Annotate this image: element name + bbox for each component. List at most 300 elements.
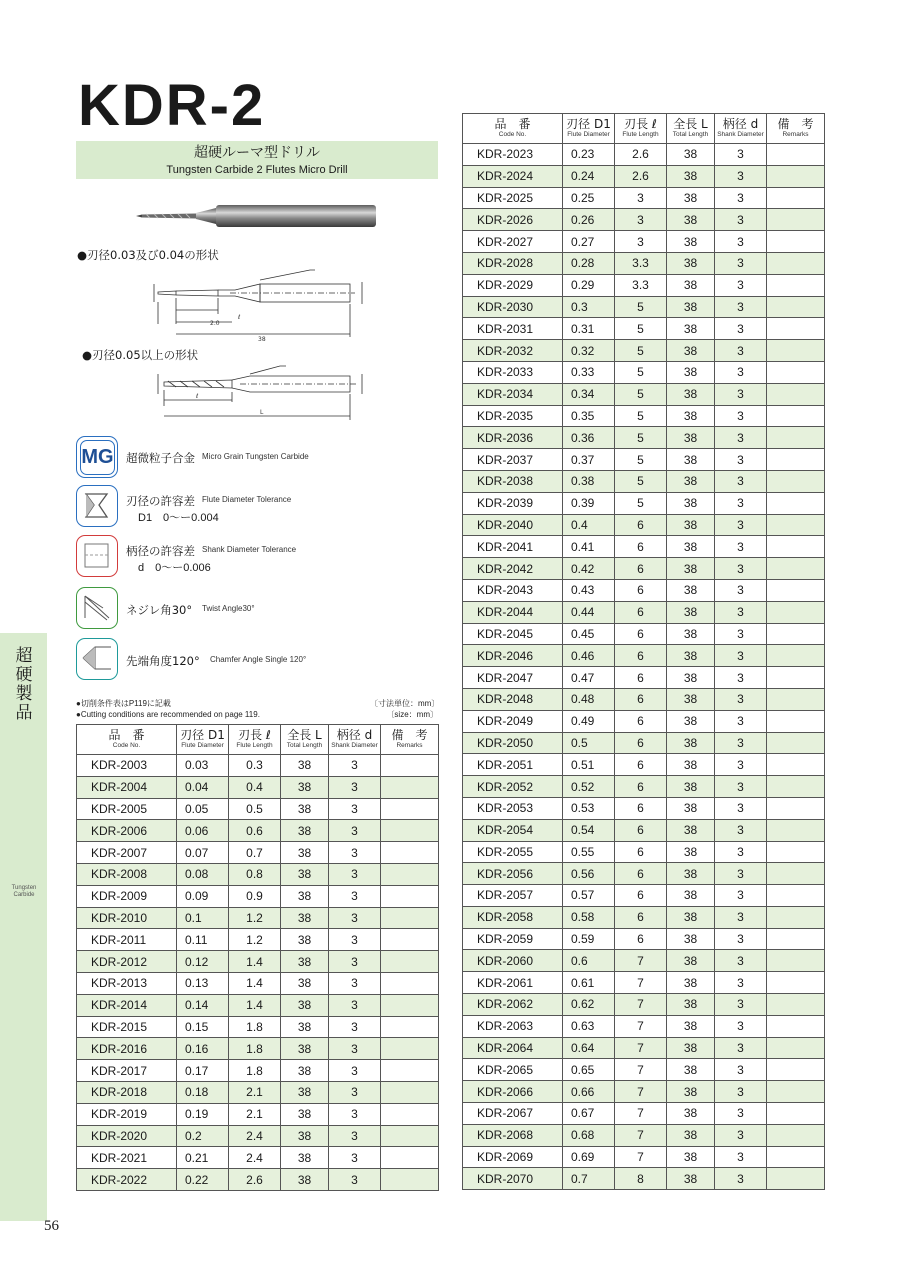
code-no-cell: KDR-2053 <box>463 797 563 819</box>
column-header-en: Flute Diameter <box>567 131 610 138</box>
flute-length-cell: 5 <box>615 470 667 492</box>
total-length-cell: 38 <box>667 405 715 427</box>
total-length-cell: 38 <box>667 994 715 1016</box>
shank-diameter-cell: 3 <box>715 296 767 318</box>
code-no-cell: KDR-2029 <box>463 274 563 296</box>
shank-diameter-cell: 3 <box>329 972 381 994</box>
total-length-cell: 38 <box>281 885 329 907</box>
spec-shank-en: Shank Diameter Tolerance <box>202 545 297 554</box>
remarks-cell <box>767 1037 825 1059</box>
total-length-cell: 38 <box>667 688 715 710</box>
column-header-jp: 柄径 d <box>722 117 759 131</box>
remarks-cell <box>767 1081 825 1103</box>
flute-length-cell: 7 <box>615 1059 667 1081</box>
shank-diameter-cell: 3 <box>715 361 767 383</box>
code-no-cell: KDR-2068 <box>463 1124 563 1146</box>
table-row <box>463 558 825 580</box>
total-length-cell: 38 <box>667 1059 715 1081</box>
table-row <box>77 842 439 864</box>
subtitle-jp: 超硬ルーマ型ドリル <box>194 145 320 161</box>
table-row <box>463 383 825 405</box>
flute-length-cell: 2.6 <box>229 1169 281 1191</box>
flute-diameter-cell: 0.61 <box>563 972 615 994</box>
flute-length-cell: 6 <box>615 906 667 928</box>
flute-length-cell: 6 <box>615 667 667 689</box>
code-no-cell: KDR-2015 <box>77 1016 177 1038</box>
code-no-cell: KDR-2016 <box>77 1038 177 1060</box>
total-length-cell: 38 <box>667 885 715 907</box>
shank-diameter-cell: 3 <box>329 798 381 820</box>
remarks-cell <box>381 1125 439 1147</box>
table-row <box>463 950 825 972</box>
total-length-cell: 38 <box>667 710 715 732</box>
shank-diameter-cell: 3 <box>329 755 381 777</box>
flute-diameter-cell: 0.11 <box>177 929 229 951</box>
flute-length-cell: 1.8 <box>229 1038 281 1060</box>
flute-diameter-cell: 0.43 <box>563 579 615 601</box>
table-row <box>463 340 825 362</box>
total-length-cell: 38 <box>667 492 715 514</box>
remarks-cell <box>767 906 825 928</box>
flute-length-cell: 0.5 <box>229 798 281 820</box>
code-no-cell: KDR-2044 <box>463 601 563 623</box>
flute-diameter-cell: 0.37 <box>563 449 615 471</box>
table-row <box>77 755 439 777</box>
total-length-cell: 38 <box>281 1125 329 1147</box>
table-row <box>463 1059 825 1081</box>
flute-diameter-cell: 0.27 <box>563 231 615 253</box>
shank-diameter-cell: 3 <box>715 950 767 972</box>
remarks-cell <box>767 667 825 689</box>
flute-diameter-cell: 0.6 <box>563 950 615 972</box>
flute-diameter-cell: 0.66 <box>563 1081 615 1103</box>
remarks-cell <box>767 318 825 340</box>
code-no-cell: KDR-2049 <box>463 710 563 732</box>
flute-length-cell: 6 <box>615 645 667 667</box>
table-row <box>463 427 825 449</box>
shank-diameter-cell: 3 <box>715 536 767 558</box>
remarks-cell <box>381 842 439 864</box>
total-length-cell: 38 <box>667 296 715 318</box>
column-header-jp: 刃径 D1 <box>566 117 611 131</box>
shank-diameter-cell: 3 <box>329 1169 381 1191</box>
code-no-cell: KDR-2069 <box>463 1146 563 1168</box>
table-row <box>463 449 825 471</box>
remarks-cell <box>767 579 825 601</box>
flute-length-cell: 5 <box>615 492 667 514</box>
flute-diameter-cell: 0.14 <box>177 994 229 1016</box>
flute-length-cell: 5 <box>615 405 667 427</box>
flute-diameter-cell: 0.24 <box>563 165 615 187</box>
flute-diameter-cell: 0.63 <box>563 1015 615 1037</box>
dim-2-0: 2.0 <box>210 320 220 327</box>
code-no-cell: KDR-2032 <box>463 340 563 362</box>
total-length-cell: 38 <box>667 645 715 667</box>
table-row <box>463 710 825 732</box>
shank-diameter-cell: 3 <box>715 994 767 1016</box>
page-title: KDR-2 <box>78 73 266 138</box>
code-no-cell: KDR-2018 <box>77 1081 177 1103</box>
table-row <box>463 492 825 514</box>
total-length-cell: 38 <box>667 144 715 166</box>
column-header-jp: 品 番 <box>494 117 531 131</box>
flute-diameter-cell: 0.52 <box>563 776 615 798</box>
remarks-cell <box>767 732 825 754</box>
remarks-cell <box>767 536 825 558</box>
column-header <box>229 725 281 755</box>
code-no-cell: KDR-2051 <box>463 754 563 776</box>
total-length-cell: 38 <box>667 514 715 536</box>
flute-diameter-cell: 0.7 <box>563 1168 615 1190</box>
code-no-cell: KDR-2031 <box>463 318 563 340</box>
code-no-cell: KDR-2010 <box>77 907 177 929</box>
flute-diameter-cell: 0.06 <box>177 820 229 842</box>
shank-diameter-cell: 3 <box>715 209 767 231</box>
remarks-cell <box>381 1038 439 1060</box>
flute-diameter-cell: 0.58 <box>563 906 615 928</box>
table-row <box>77 1125 439 1147</box>
remarks-cell <box>767 492 825 514</box>
shank-diameter-cell: 3 <box>329 863 381 885</box>
shank-diameter-cell: 3 <box>715 187 767 209</box>
shank-diameter-cell: 3 <box>715 1037 767 1059</box>
total-length-cell: 38 <box>281 1060 329 1082</box>
shank-diameter-cell: 3 <box>329 885 381 907</box>
code-no-cell: KDR-2066 <box>463 1081 563 1103</box>
code-no-cell: KDR-2005 <box>77 798 177 820</box>
shank-diameter-cell: 3 <box>715 710 767 732</box>
shank-diameter-cell: 3 <box>715 231 767 253</box>
table-row <box>463 1081 825 1103</box>
flute-length-cell: 2.1 <box>229 1103 281 1125</box>
flute-length-cell: 2.6 <box>615 144 667 166</box>
remarks-cell <box>767 1059 825 1081</box>
code-no-cell: KDR-2040 <box>463 514 563 536</box>
remarks-cell <box>381 776 439 798</box>
table-row <box>463 994 825 1016</box>
total-length-cell: 38 <box>667 972 715 994</box>
shank-diameter-cell: 3 <box>715 405 767 427</box>
code-no-cell: KDR-2052 <box>463 776 563 798</box>
code-no-cell: KDR-2007 <box>77 842 177 864</box>
remarks-cell <box>381 1081 439 1103</box>
code-no-cell: KDR-2023 <box>463 144 563 166</box>
remarks-cell <box>767 449 825 471</box>
total-length-cell: 38 <box>667 558 715 580</box>
code-no-cell: KDR-2057 <box>463 885 563 907</box>
flute-length-cell: 1.4 <box>229 994 281 1016</box>
flute-length-cell: 6 <box>615 797 667 819</box>
total-length-cell: 38 <box>667 841 715 863</box>
dim-flute-ell: ℓ <box>238 314 241 321</box>
remarks-cell <box>767 994 825 1016</box>
total-length-cell: 38 <box>281 1038 329 1060</box>
table-row <box>463 536 825 558</box>
flute-length-cell: 6 <box>615 841 667 863</box>
table-row <box>463 688 825 710</box>
flute-diameter-cell: 0.47 <box>563 667 615 689</box>
flute-length-cell: 0.6 <box>229 820 281 842</box>
flute-diameter-cell: 0.64 <box>563 1037 615 1059</box>
total-length-cell: 38 <box>281 820 329 842</box>
flute-length-cell: 5 <box>615 427 667 449</box>
table-row <box>77 1103 439 1125</box>
flute-diameter-cell: 0.32 <box>563 340 615 362</box>
total-length-cell: 38 <box>667 536 715 558</box>
flute-length-cell: 1.2 <box>229 907 281 929</box>
code-no-cell: KDR-2036 <box>463 427 563 449</box>
side-tab-en: Tungsten Carbide <box>11 885 37 898</box>
shank-diameter-cell: 3 <box>715 688 767 710</box>
table-header-row <box>463 114 825 144</box>
remarks-cell <box>767 361 825 383</box>
total-length-cell: 38 <box>281 798 329 820</box>
code-no-cell: KDR-2042 <box>463 558 563 580</box>
flute-diameter-cell: 0.4 <box>563 514 615 536</box>
spec-flute-en: Flute Diameter Tolerance <box>202 495 292 504</box>
table-row <box>463 885 825 907</box>
flute-diameter-cell: 0.08 <box>177 863 229 885</box>
flute-length-cell: 6 <box>615 819 667 841</box>
flute-length-cell: 2.4 <box>229 1147 281 1169</box>
table-row <box>77 1016 439 1038</box>
remarks-cell <box>767 776 825 798</box>
code-no-cell: KDR-2004 <box>77 776 177 798</box>
remarks-cell <box>767 710 825 732</box>
code-no-cell: KDR-2014 <box>77 994 177 1016</box>
flute-diameter-cell: 0.51 <box>563 754 615 776</box>
flute-diameter-cell: 0.39 <box>563 492 615 514</box>
column-header <box>767 114 825 144</box>
shank-diameter-cell: 3 <box>329 820 381 842</box>
note-cutting-en: ●Cutting conditions are recommended on page 119. <box>76 710 260 719</box>
shank-diameter-cell: 3 <box>329 1125 381 1147</box>
flute-length-cell: 2.1 <box>229 1081 281 1103</box>
total-length-cell: 38 <box>281 1103 329 1125</box>
table-row <box>463 972 825 994</box>
code-no-cell: KDR-2006 <box>77 820 177 842</box>
table-row <box>463 405 825 427</box>
flute-diameter-cell: 0.18 <box>177 1081 229 1103</box>
table-row <box>463 601 825 623</box>
remarks-cell <box>767 558 825 580</box>
remarks-cell <box>767 296 825 318</box>
shank-diameter-cell: 3 <box>715 1124 767 1146</box>
flute-diameter-cell: 0.42 <box>563 558 615 580</box>
table-row <box>463 1015 825 1037</box>
column-header-en: Code No. <box>112 742 141 749</box>
dim-flute-ell-2: ℓ <box>196 393 199 400</box>
table-row <box>463 732 825 754</box>
flute-length-cell: 8 <box>615 1168 667 1190</box>
table-row <box>463 1124 825 1146</box>
total-length-cell: 38 <box>281 1016 329 1038</box>
flute-length-cell: 3 <box>615 209 667 231</box>
flute-length-cell: 6 <box>615 863 667 885</box>
total-length-cell: 38 <box>667 579 715 601</box>
total-length-cell: 38 <box>667 623 715 645</box>
code-no-cell: KDR-2027 <box>463 231 563 253</box>
shank-diameter-cell: 3 <box>715 601 767 623</box>
side-tab <box>0 633 47 1221</box>
code-no-cell: KDR-2013 <box>77 972 177 994</box>
total-length-cell: 38 <box>667 1081 715 1103</box>
code-no-cell: KDR-2030 <box>463 296 563 318</box>
code-no-cell: KDR-2046 <box>463 645 563 667</box>
remarks-cell <box>381 885 439 907</box>
total-length-cell: 38 <box>281 951 329 973</box>
column-header-en: Shank Diameter <box>717 131 764 138</box>
table-row <box>77 972 439 994</box>
table-row <box>463 144 825 166</box>
total-length-cell: 38 <box>281 863 329 885</box>
remarks-cell <box>767 754 825 776</box>
flute-diameter-cell: 0.59 <box>563 928 615 950</box>
flute-length-cell: 1.2 <box>229 929 281 951</box>
shank-diameter-cell: 3 <box>715 819 767 841</box>
flute-diameter-cell: 0.23 <box>563 144 615 166</box>
total-length-cell: 38 <box>281 994 329 1016</box>
shank-diameter-cell: 3 <box>715 427 767 449</box>
total-length-cell: 38 <box>667 165 715 187</box>
code-no-cell: KDR-2008 <box>77 863 177 885</box>
flute-length-cell: 3.3 <box>615 252 667 274</box>
flute-diameter-cell: 0.16 <box>177 1038 229 1060</box>
code-no-cell: KDR-2003 <box>77 755 177 777</box>
column-header <box>715 114 767 144</box>
code-no-cell: KDR-2048 <box>463 688 563 710</box>
total-length-cell: 38 <box>667 231 715 253</box>
flute-diameter-cell: 0.69 <box>563 1146 615 1168</box>
total-length-cell: 38 <box>281 755 329 777</box>
code-no-cell: KDR-2038 <box>463 470 563 492</box>
code-no-cell: KDR-2060 <box>463 950 563 972</box>
shank-diameter-cell: 3 <box>715 383 767 405</box>
shank-diameter-cell: 3 <box>715 754 767 776</box>
remarks-cell <box>381 929 439 951</box>
code-no-cell: KDR-2020 <box>77 1125 177 1147</box>
spec-chamfer-en: Chamfer Angle Single 120° <box>210 655 307 664</box>
flute-length-cell: 0.4 <box>229 776 281 798</box>
remarks-cell <box>767 1146 825 1168</box>
flute-length-cell: 7 <box>615 1124 667 1146</box>
remarks-cell <box>767 209 825 231</box>
flute-length-cell: 5 <box>615 449 667 471</box>
shank-diameter-cell: 3 <box>715 885 767 907</box>
table-row <box>463 841 825 863</box>
shank-diameter-cell: 3 <box>715 470 767 492</box>
remarks-cell <box>381 972 439 994</box>
flute-diameter-cell: 0.38 <box>563 470 615 492</box>
flute-length-cell: 6 <box>615 754 667 776</box>
table-row <box>463 296 825 318</box>
flute-length-cell: 6 <box>615 514 667 536</box>
total-length-cell: 38 <box>667 470 715 492</box>
dim-38: 38 <box>258 336 266 343</box>
flute-diameter-cell: 0.68 <box>563 1124 615 1146</box>
code-no-cell: KDR-2043 <box>463 579 563 601</box>
total-length-cell: 38 <box>667 1103 715 1125</box>
shank-diameter-cell: 3 <box>329 1060 381 1082</box>
flute-diameter-cell: 0.5 <box>563 732 615 754</box>
shank-diameter-cell: 3 <box>715 776 767 798</box>
remarks-cell <box>767 1168 825 1190</box>
table-row <box>463 667 825 689</box>
column-header-jp: 全長 L <box>673 117 708 131</box>
table-row <box>77 798 439 820</box>
flute-length-cell: 6 <box>615 601 667 623</box>
total-length-cell: 38 <box>667 187 715 209</box>
shank-diameter-cell: 3 <box>715 623 767 645</box>
shank-diameter-cell: 3 <box>715 667 767 689</box>
shank-diameter-cell: 3 <box>329 951 381 973</box>
column-header-en: Code No. <box>498 131 527 138</box>
spec-flute-jp: 刃径の許容差 <box>126 494 195 508</box>
total-length-cell: 38 <box>667 209 715 231</box>
table-row <box>77 1169 439 1191</box>
shank-diameter-cell: 3 <box>329 907 381 929</box>
spec-flute-value: D1 0〜ー0.004 <box>138 512 219 524</box>
total-length-cell: 38 <box>667 361 715 383</box>
code-no-cell: KDR-2055 <box>463 841 563 863</box>
shank-diameter-cell: 3 <box>329 1016 381 1038</box>
spec-table-left <box>76 724 439 1191</box>
shank-diameter-cell: 3 <box>329 1038 381 1060</box>
code-no-cell: KDR-2028 <box>463 252 563 274</box>
spec-twist-en: Twist Angle30° <box>202 604 255 613</box>
flute-diameter-cell: 0.33 <box>563 361 615 383</box>
column-header <box>615 114 667 144</box>
dim-total-L: L <box>260 409 264 416</box>
remarks-cell <box>767 928 825 950</box>
flute-length-cell: 6 <box>615 776 667 798</box>
code-no-cell: KDR-2033 <box>463 361 563 383</box>
total-length-cell: 38 <box>667 449 715 471</box>
table-row <box>463 623 825 645</box>
table-row <box>77 776 439 798</box>
column-header-jp: 刃長 ℓ <box>624 117 657 131</box>
total-length-cell: 38 <box>281 1169 329 1191</box>
flute-diameter-cell: 0.55 <box>563 841 615 863</box>
code-no-cell: KDR-2067 <box>463 1103 563 1125</box>
remarks-cell <box>767 470 825 492</box>
shank-diameter-cell: 3 <box>715 732 767 754</box>
flute-diameter-cell: 0.65 <box>563 1059 615 1081</box>
total-length-cell: 38 <box>667 1015 715 1037</box>
remarks-cell <box>381 863 439 885</box>
spec-shank-value: d 0〜ー0.006 <box>138 562 211 574</box>
shank-diameter-tolerance-icon <box>76 535 118 577</box>
flute-diameter-cell: 0.31 <box>563 318 615 340</box>
flute-length-cell: 5 <box>615 383 667 405</box>
flute-diameter-cell: 0.34 <box>563 383 615 405</box>
total-length-cell: 38 <box>667 797 715 819</box>
remarks-cell <box>767 797 825 819</box>
shank-diameter-cell: 3 <box>715 449 767 471</box>
column-header-jp: 備 考 <box>391 728 428 742</box>
flute-diameter-cell: 0.17 <box>177 1060 229 1082</box>
drill-photo <box>132 198 382 234</box>
flute-length-cell: 6 <box>615 688 667 710</box>
total-length-cell: 38 <box>667 318 715 340</box>
flute-length-cell: 5 <box>615 318 667 340</box>
flute-length-cell: 6 <box>615 536 667 558</box>
total-length-cell: 38 <box>667 667 715 689</box>
shank-diameter-cell: 3 <box>715 972 767 994</box>
remarks-cell <box>767 819 825 841</box>
flute-length-cell: 5 <box>615 296 667 318</box>
note-cutting-jp: ●切削条件表はP119に記載 <box>76 699 171 708</box>
